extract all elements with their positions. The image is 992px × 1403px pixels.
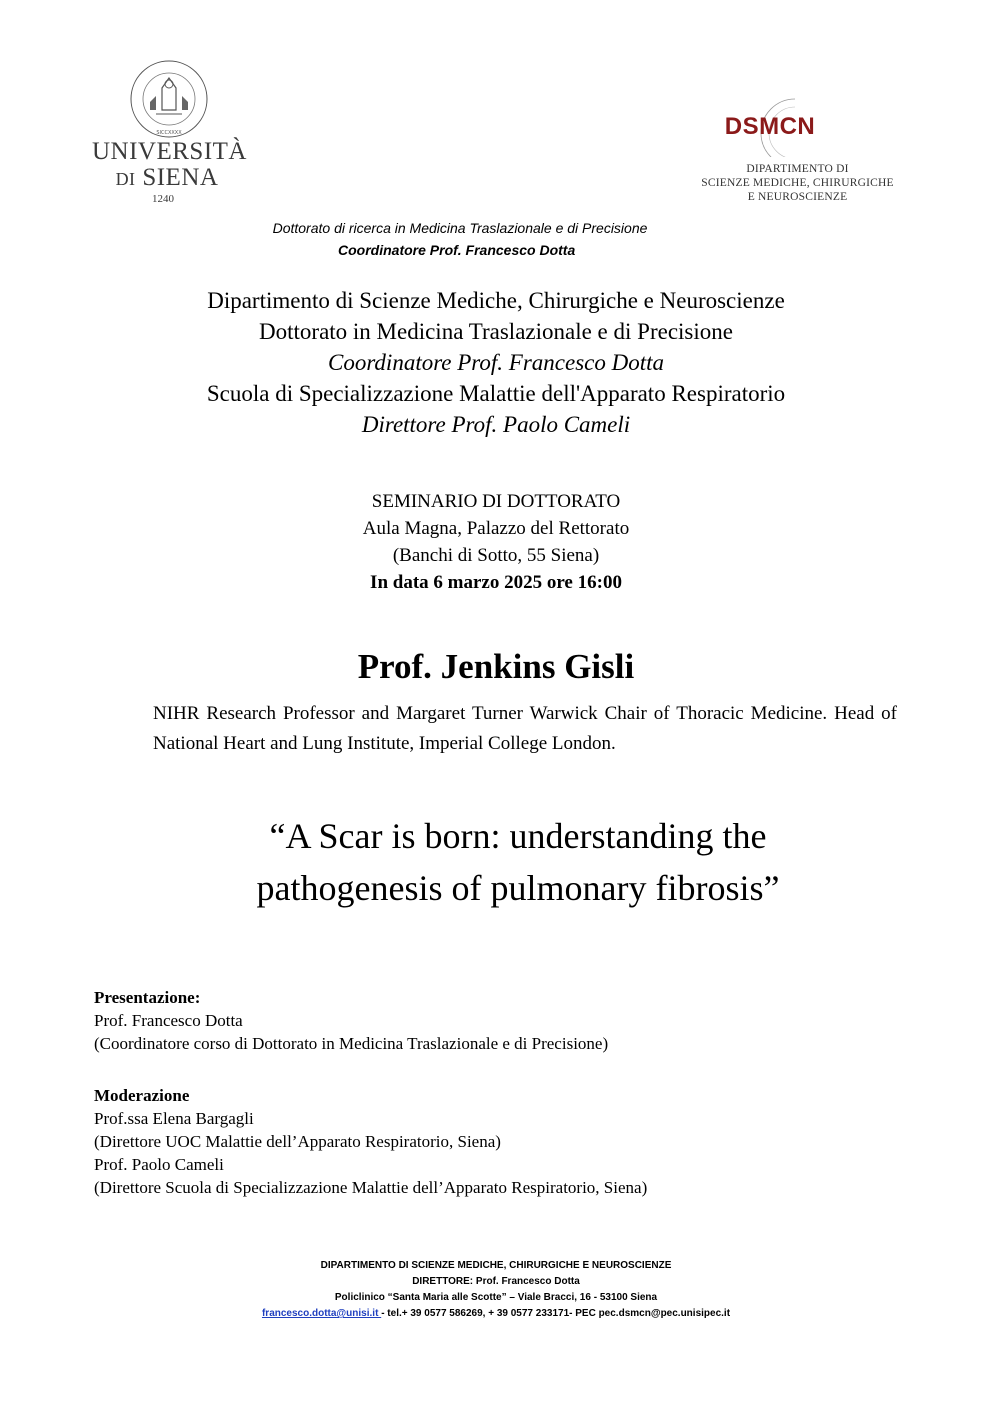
moderator-role-2: (Direttore Scuola di Specializzazione Malattie dell’Apparato Respiratorio, Siena)	[94, 1178, 648, 1197]
seminar-type: SEMINARIO DI DOTTORATO	[371, 491, 621, 512]
speaker-name: Prof. Jenkins Gisli	[357, 647, 635, 686]
department-block	[60, 285, 932, 440]
doctorate-name: Dottorato in Medicina Traslazionale e di Precisione	[259, 319, 733, 344]
presenter-name: Prof. Francesco Dotta	[94, 1011, 243, 1030]
university-name-line2	[92, 164, 242, 192]
university-founding-year: 1240	[152, 193, 174, 205]
moderator-role-1: (Direttore UOC Malattie dell’Apparato Respiratorio, Siena)	[94, 1132, 501, 1151]
seminar-info	[200, 488, 792, 596]
speaker-affiliation: NIHR Research Professor and Margaret Turner Warwick Chair of Thoracic Medicine. Head of National Heart and Lung Institute, Imperial College London.	[153, 703, 897, 754]
footer-address: Policlinico “Santa Maria alle Scotte” – Viale Bracci, 16 - 53100 Siena	[334, 1292, 658, 1303]
footer-contacts: - tel.+ 39 0577 586269, + 39 0577 233171- PEC pec.dsmcn@pec.unisipec.it	[381, 1308, 731, 1319]
moderator-name-2: Prof. Paolo Cameli	[94, 1155, 224, 1174]
footer-email-link[interactable]: francesco.dotta@unisi.it	[261, 1308, 382, 1319]
program-coordinator: Coordinatore Prof. Francesco Dotta	[338, 242, 576, 258]
svg-text:SICCXXXX: SICCXXXX	[156, 130, 182, 136]
university-name-di: DI	[115, 169, 136, 189]
dsmcn-subtitle-line1: DIPARTIMENTO DI	[746, 163, 849, 175]
presentation-heading: Presentazione:	[94, 988, 201, 1007]
footer	[150, 1258, 842, 1322]
university-seal-icon	[126, 58, 212, 140]
moderation-section	[94, 1084, 854, 1199]
presentation-section	[94, 986, 854, 1055]
footer-contacts-line	[150, 1306, 842, 1322]
department-name: Dipartimento di Scienze Mediche, Chirurgiche e Neuroscienze	[207, 288, 785, 313]
university-name-siena: SIENA	[142, 164, 219, 191]
talk-title-line1: “A Scar is born: understanding the	[269, 816, 767, 856]
university-name-line1: UNIVERSITÀ	[92, 138, 247, 165]
moderator-name-1: Prof.ssa Elena Bargagli	[94, 1109, 254, 1128]
program-header: Dottorato di ricerca in Medicina Traslazionale e di Precisione	[272, 220, 648, 236]
specialization-school: Scuola di Specializzazione Malattie dell'Apparato Respiratorio	[206, 381, 786, 406]
school-director: Direttore Prof. Paolo Cameli	[361, 412, 631, 437]
presenter-role: (Coordinatore corso di Dottorato in Medicina Traslazionale e di Precisione)	[94, 1034, 609, 1053]
dsmcn-acronym: DSMCN	[724, 113, 816, 140]
dsmcn-subtitle-line2: SCIENZE MEDICHE, CHIRURGICHE	[701, 177, 894, 189]
doctorate-coordinator: Coordinatore Prof. Francesco Dotta	[327, 350, 665, 375]
moderation-heading: Moderazione	[94, 1086, 190, 1105]
dsmcn-subtitle-line3: E NEUROSCIENZE	[747, 191, 848, 203]
seminar-address: (Banchi di Sotto, 55 Siena)	[392, 545, 600, 566]
seminar-venue: Aula Magna, Palazzo del Rettorato	[362, 518, 630, 539]
footer-director: DIRETTORE: Prof. Francesco Dotta	[412, 1276, 580, 1287]
footer-department: DIPARTIMENTO DI SCIENZE MEDICHE, CHIRURGICHE E NEUROSCIENZE	[320, 1260, 672, 1271]
dsmcn-logo	[690, 95, 910, 207]
university-of-siena-logo	[88, 58, 248, 210]
seminar-datetime: In data 6 marzo 2025 ore 16:00	[370, 572, 622, 593]
talk-title-line2: pathogenesis of pulmonary fibrosis”	[256, 868, 780, 908]
talk-title	[150, 810, 886, 914]
